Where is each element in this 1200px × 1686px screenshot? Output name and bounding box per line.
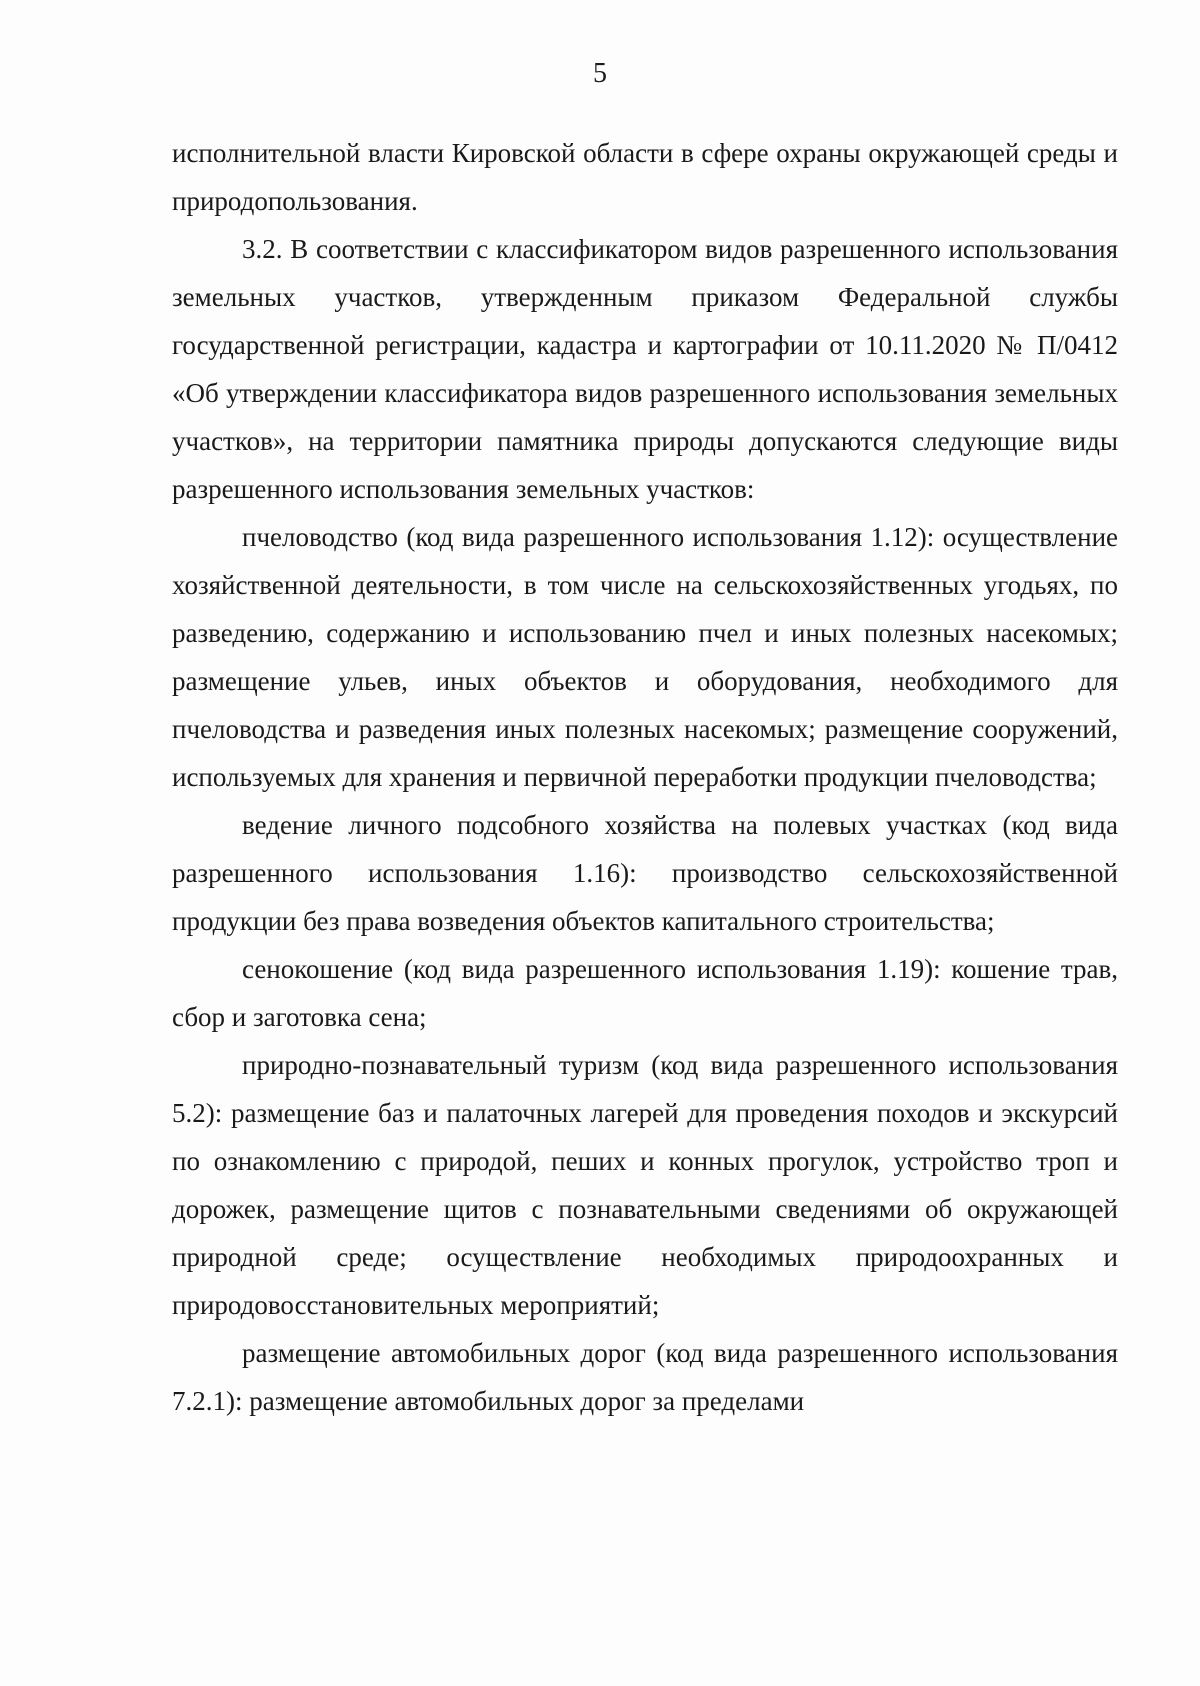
paragraph-roads: размещение автомобильных дорог (код вида разрешенного использования 7.2.1): размещение автомобильных дорог за пределами bbox=[172, 1338, 1118, 1416]
page-number: 5 bbox=[593, 58, 607, 89]
paragraph-nature-tourism: природно-познавательный туризм (код вида разрешенного использования 5.2): размещение баз и палаточных лагерей для проведения походов и экскурсий по ознакомлению с природой, пеших и конных прогулок, устройство троп и дорожек, размещение щитов с познавательными сведениями об окружающей природной среде; осуществление необходимых природоохранных и природовосстановительных мероприятий; bbox=[172, 1050, 1118, 1320]
paragraph-beekeeping: пчеловодство (код вида разрешенного использования 1.12): осуществление хозяйственной деятельности, в том числе на сельскохозяйственных угодьях, по разведению, содержанию и использованию пчел и иных полезных насекомых; размещение ульев, иных объектов и оборудования, необходимого для пчеловодства и разведения иных полезных насекомых; размещение сооружений, используемых для хранения и первичной переработки продукции пчеловодства; bbox=[172, 522, 1118, 792]
paragraph-personal-farming: ведение личного подсобного хозяйства на полевых участках (код вида разрешенного использования 1.16): производство сельскохозяйственной продукции без права возведения объектов капитального строительства; bbox=[172, 810, 1118, 936]
paragraph-continuation: исполнительной власти Кировской области в сфере охраны окружающей среды и природопользования. bbox=[172, 138, 1118, 216]
paragraph-haymaking: сенокошение (код вида разрешенного использования 1.19): кошение трав, сбор и заготовка сена; bbox=[172, 954, 1118, 1032]
document-body bbox=[172, 129, 1118, 1425]
paragraph-3-2: 3.2. В соответствии с классификатором видов разрешенного использования земельных участков, утвержденным приказом Федеральной службы государственной регистрации, кадастра и картографии от 10.11.2020 № П/0412 «Об утверждении классификатора видов разрешенного использования земельных участков», на территории памятника природы допускаются следующие виды разрешенного использования земельных участков: bbox=[172, 234, 1118, 504]
